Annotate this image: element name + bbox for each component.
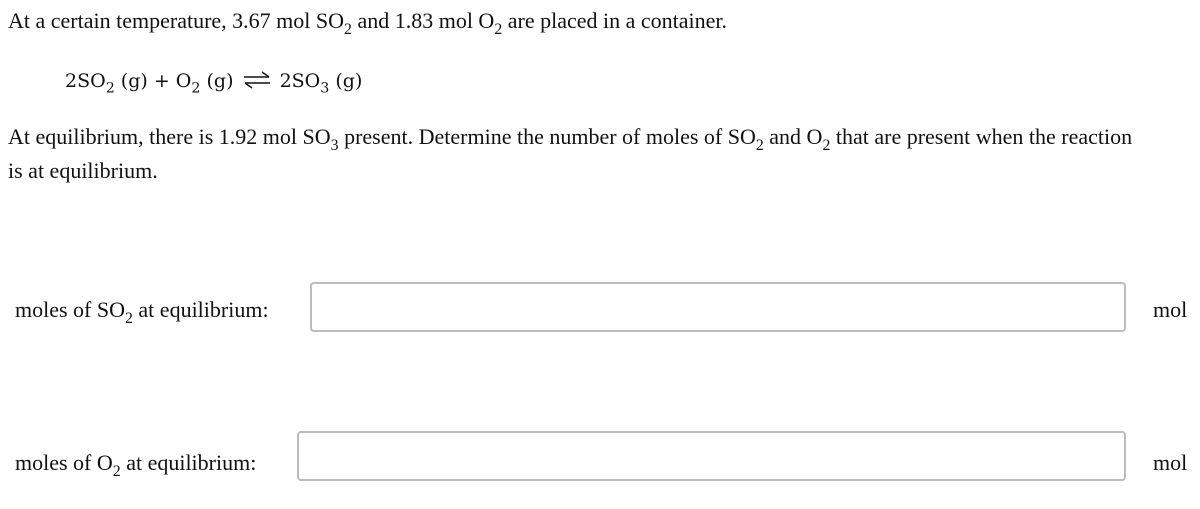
statement-text-4: that are present when the reaction [830,124,1133,149]
answer-label-so2 [15,297,269,328]
o2-unit-label: mol [1153,450,1188,475]
answer-label-so2-pre: moles of SO [15,297,125,322]
product-so3: 2SO [279,70,321,92]
o2-moles-input[interactable] [297,431,1126,481]
equilibrium-arrows-icon [242,71,272,89]
intro-text-1: At a certain temperature, 3.67 mol SO [8,8,345,33]
reactant-so2-sub: 2 [105,80,115,97]
problem-intro [8,8,728,39]
statement-text-3: and O [763,124,823,149]
statement-text-1: At equilibrium, there is 1.92 mol SO [8,124,331,149]
answer-label-o2-post: at equilibrium: [120,450,257,475]
reactant-so2: 2SO [65,70,106,92]
intro-sub-2: 2 [494,21,503,39]
intro-text-3: are placed in a container. [502,8,728,33]
statement-text-2: present. Determine the number of moles of SO [338,124,756,149]
statement-sub-2: 2 [755,137,764,155]
product-so3-state: (g) [329,70,363,92]
intro-sub-1: 2 [344,21,352,39]
answer-label-o2-sub: 2 [112,463,121,481]
statement-sub-1: 3 [330,137,339,155]
reactant-so2-state: (g) + O [114,70,192,92]
problem-statement [8,124,1133,155]
answer-label-o2-pre: moles of O [15,450,113,475]
product-so3-sub: 3 [320,80,330,97]
reaction-equation [65,70,363,97]
answer-label-o2 [15,450,257,481]
intro-text-2: and 1.83 mol O [351,8,495,33]
problem-statement-line2: is at equilibrium. [8,158,158,183]
statement-sub-3: 2 [822,137,831,155]
reactant-o2-sub: 2 [191,80,201,97]
so2-unit-label: mol [1153,297,1188,322]
answer-label-so2-sub: 2 [125,310,133,328]
answer-label-so2-post: at equilibrium: [132,297,269,322]
so2-moles-input[interactable] [310,282,1126,332]
reactant-o2-state: (g) [200,70,234,92]
